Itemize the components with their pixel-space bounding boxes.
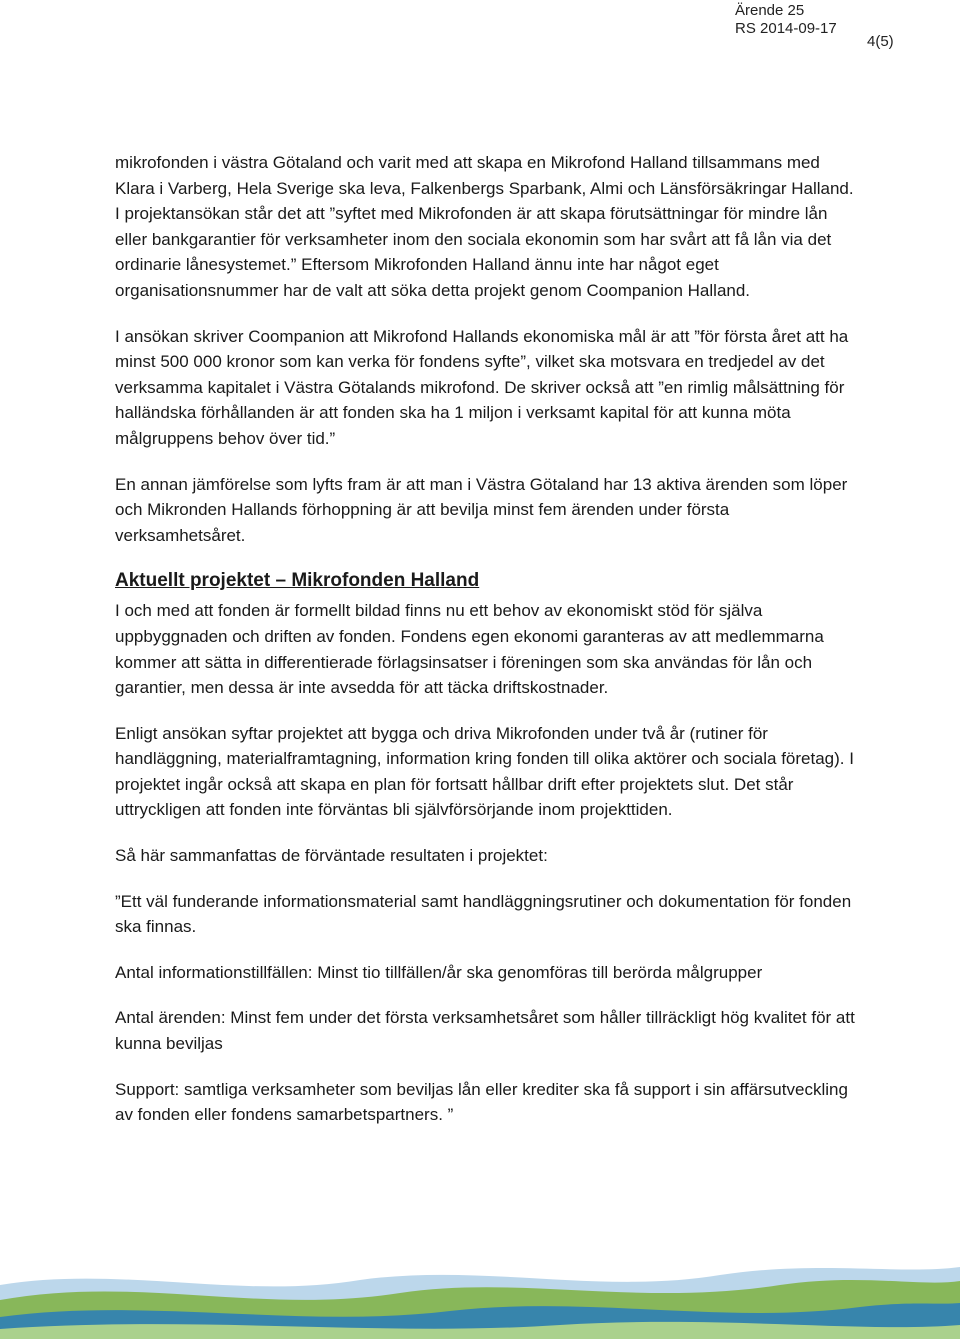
- paragraph-result-material: ”Ett väl funderande informationsmaterial samt handläggningsrutiner och dokumentation för fonden ska finnas.: [115, 891, 852, 937]
- document-body: [115, 150, 855, 1148]
- date-label: RS 2014-09-17: [735, 20, 837, 37]
- paragraph-comparison: En annan jämförelse som lyfts fram är att man i Västra Götaland har 13 aktiva ärenden som löper och Mikronden Hallands förhoppning är att bevilja minst fem ärenden under första verksamhetsåret.: [115, 474, 848, 545]
- case-label: Ärende 25: [735, 2, 805, 19]
- section-heading: Aktuellt projektet – Mikrofonden Halland: [115, 570, 480, 592]
- footer-wave-decoration: [0, 1245, 960, 1339]
- paragraph-result-cases: Antal ärenden: Minst fem under det första verksamhetsåret som håller tillräckligt hög kvalitet för att kunna beviljas: [115, 1008, 855, 1054]
- document-header: [735, 2, 837, 38]
- paragraph-result-info: Antal informationstillfällen: Minst tio tillfällen/år ska genomföras till berörda målgrupper: [115, 962, 763, 982]
- paragraph-economic-goal: I ansökan skriver Coompanion att Mikrofond Hallands ekonomiska mål är att ”för första året att ha minst 500 000 kronor som kan verka för fondens syfte”, vilket ska motsvara en tredjedel av det verksamma kapitalet i Västra Götalands mikrofond. De skriver också att ”en rimlig målsättning för halländska förhållanden är att fonden ska ha 1 miljon i verksamt kapital för att kunna möta målgruppens behov över tid.”: [115, 326, 849, 448]
- paragraph-result-support: Support: samtliga verksamheter som beviljas lån eller krediter ska få support i sin affärsutveckling av fonden eller fondens samarbetspartners. ”: [115, 1079, 848, 1125]
- paragraph-need: I och med att fonden är formellt bildad finns nu ett behov av ekonomiskt stöd för själva uppbyggnaden och driften av fonden. Fondens egen ekonomi garanteras av att medlemmarna kommer att sätta in differentierade förlagsinsatser i föreningen som ska användas för lån och garantier, men dessa är inte avsedda för att täcka driftskostnader.: [115, 601, 824, 698]
- paragraph-background: mikrofonden i västra Götaland och varit med att skapa en Mikrofond Halland tillsammans med Klara i Varberg, Hela Sverige ska leva, Falkenbergs Sparbank, Almi och Länsförsäkringar Halland. I projektansökan står det att ”syftet med Mikrofonden är att skapa förutsättningar för mindre lån eller bankgarantier för verksamheter inom den sociala ekonomin som har svårt att få lån via det ordinarie lånesystemet.” Eftersom Mikrofonden Halland ännu inte har något eget organisationsnummer har de valt att söka detta projekt genom Coompanion Halland.: [115, 153, 854, 300]
- paragraph-summary-intro: Så här sammanfattas de förväntade resultaten i projektet:: [115, 846, 548, 866]
- paragraph-purpose: Enligt ansökan syftar projektet att bygga och driva Mikrofonden under två år (rutiner för handläggning, materialframtagning, information kring fonden till olika aktörer och sociala företag). I projektet ingår också att skapa en plan för fortsatt hållbar drift efter projektets slut. Det står uttryckligen att fonden inte förväntas bli självförsörjande inom projekttiden.: [115, 723, 854, 820]
- page-number: 4(5): [867, 33, 894, 50]
